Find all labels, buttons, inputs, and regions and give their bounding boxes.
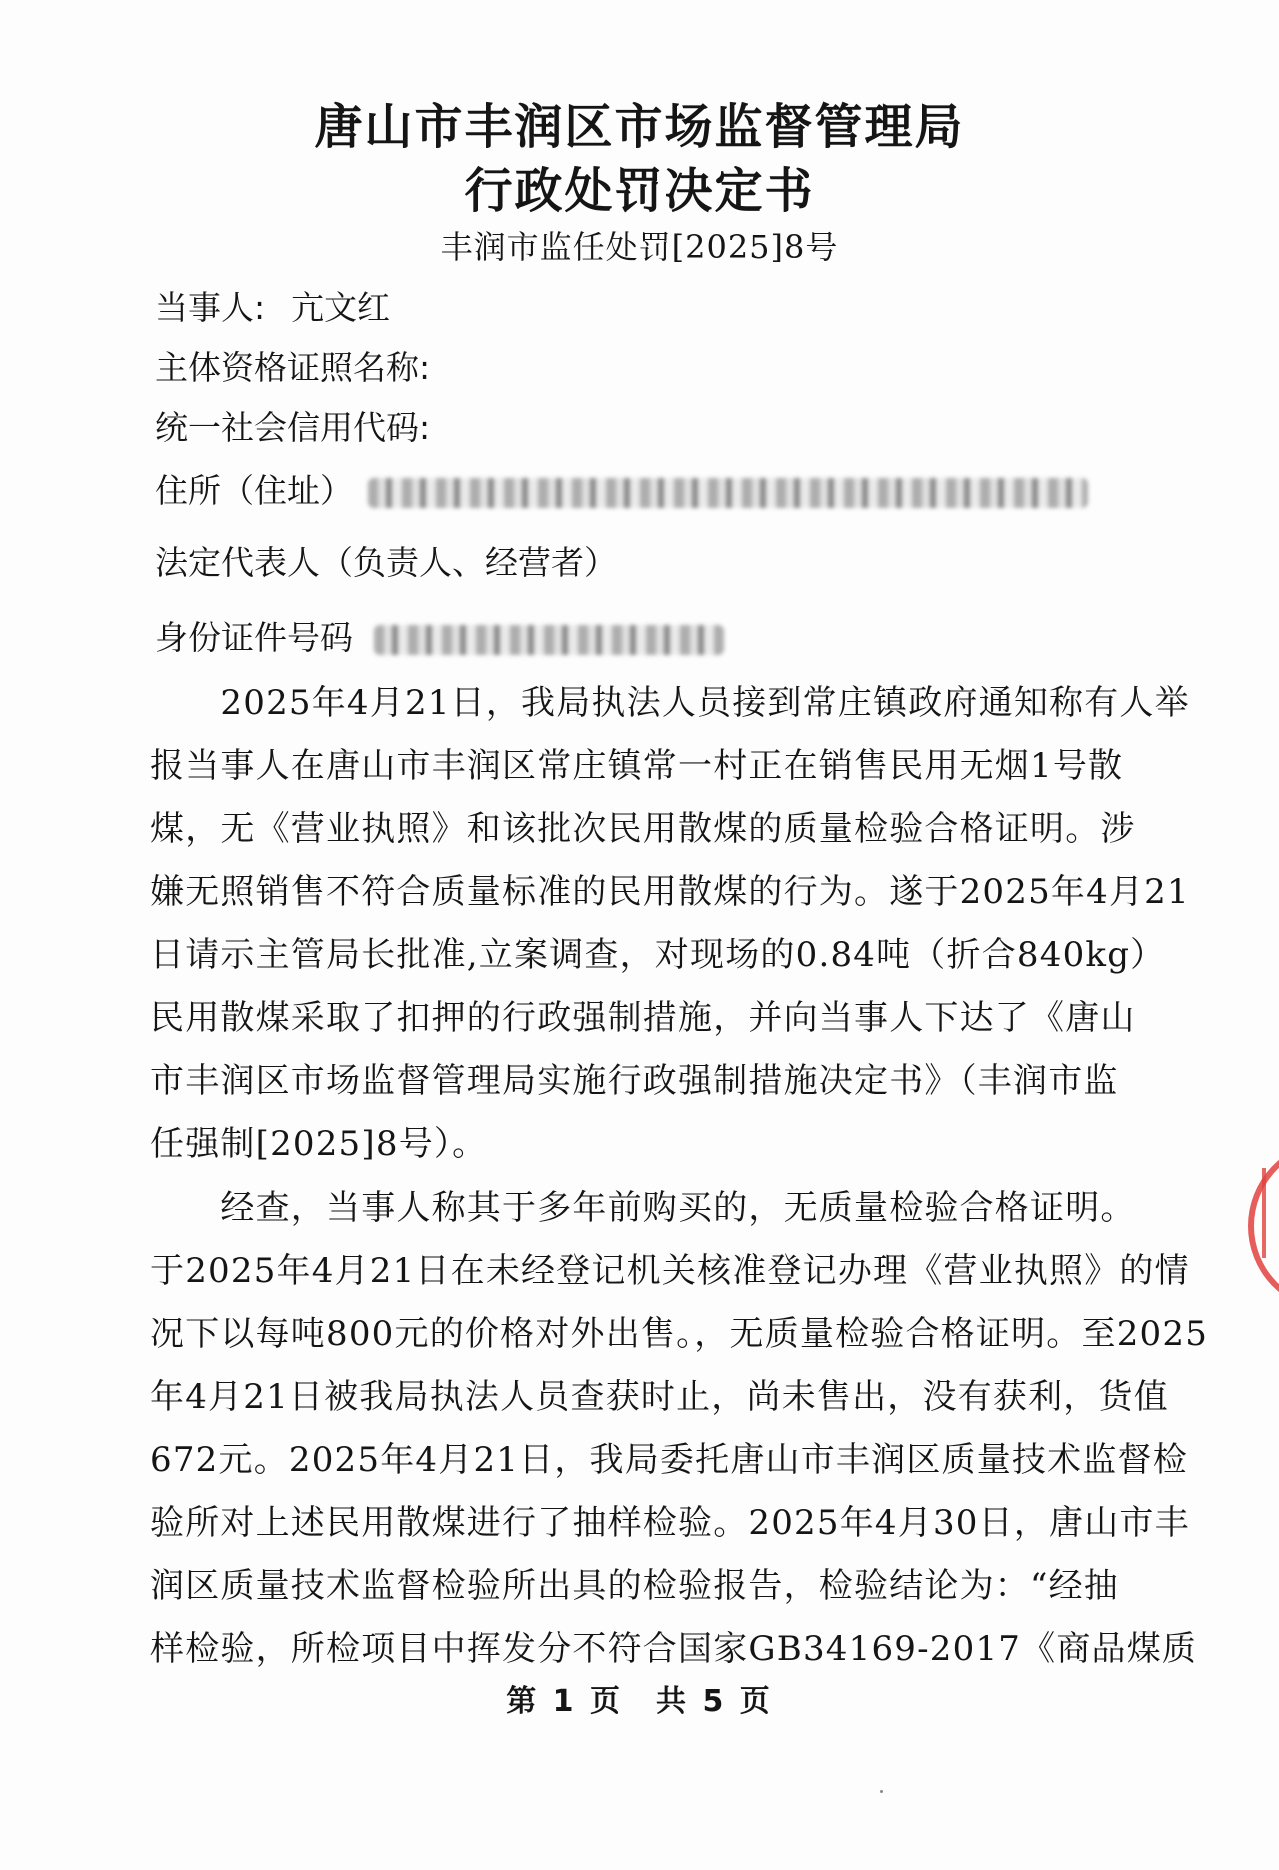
body-paragraph1-line: 任强制[2025]8号）。 [150,1124,488,1164]
field-id-number [155,612,724,659]
body-paragraph1-line: 报当事人在唐山市丰润区常庄镇常一村正在销售民用无烟1号散 [150,746,1124,786]
field-party-label: 当事人: [155,288,266,327]
body-paragraph2-line: 润区质量技术监督检验所出具的检验报告，检验结论为：“经抽 [150,1566,1119,1606]
field-address [155,465,1088,512]
document-number: 丰润市监任处罚[2025]8号 [440,228,839,266]
body-paragraph2-line: 年4月21日被我局执法人员查获时止，尚未售出，没有获利，货值 [150,1377,1169,1417]
field-credit-code-label: 统一社会信用代码: [155,408,431,447]
body-paragraph1-line: 民用散煤采取了扣押的行政强制措施，并向当事人下达了《唐山 [150,998,1136,1038]
body-paragraph1-line: 日请示主管局长批准,立案调查，对现场的0.84吨（折合840kg） [150,935,1166,975]
field-address-label: 住所（住址） [155,471,353,510]
body-paragraph2-line: 验所对上述民用散煤进行了抽样检验。2025年4月30日，唐山市丰 [150,1503,1190,1543]
field-license-name-label: 主体资格证照名称: [155,348,431,387]
redacted-address [368,478,1088,508]
field-credit-code [155,402,430,449]
body-paragraph2-line: 672元。2025年4月21日，我局委托唐山市丰润区质量技术监督检 [150,1440,1188,1480]
field-party-value: 亢文红 [291,288,391,327]
field-id-number-label: 身份证件号码 [155,618,353,657]
body-paragraph2-line: 样检验，所检项目中挥发分不符合国家GB34169-2017《商品煤质 [150,1629,1198,1669]
document-title-type: 行政处罚决定书 [464,163,815,219]
body-paragraph1-line: 2025年4月21日，我局执法人员接到常庄镇政府通知称有人举 [150,683,1190,723]
body-paragraph2-line: 况下以每吨800元的价格对外出售。，无质量检验合格证明。至2025 [150,1314,1209,1354]
field-party [155,282,390,329]
official-seal-mark [1262,1168,1279,1258]
body-paragraph1-line: 嫌无照销售不符合质量标准的民用散煤的行为。遂于2025年4月21 [150,872,1190,912]
redacted-id-number [374,625,724,655]
scan-speck [880,1790,883,1793]
body-paragraph1-line: 煤，无《营业执照》和该批次民用散煤的质量检验合格证明。涉 [150,809,1136,849]
body-paragraph2-line: 于2025年4月21日在未经登记机关核准登记办理《营业执照》的情 [150,1251,1190,1291]
body-paragraph2-line: 经查，当事人称其于多年前购买的，无质量检验合格证明。 [150,1188,1136,1228]
field-legal-rep [155,537,617,584]
field-license-name [155,342,430,389]
body-paragraph1-line: 市丰润区市场监督管理局实施行政强制措施决定书》（丰润市监 [150,1061,1119,1101]
page-indicator: 第 1 页 共 5 页 [506,1684,773,1719]
document-title-agency: 唐山市丰润区市场监督管理局 [314,99,965,155]
field-legal-rep-label: 法定代表人（负责人、经营者） [155,543,617,582]
